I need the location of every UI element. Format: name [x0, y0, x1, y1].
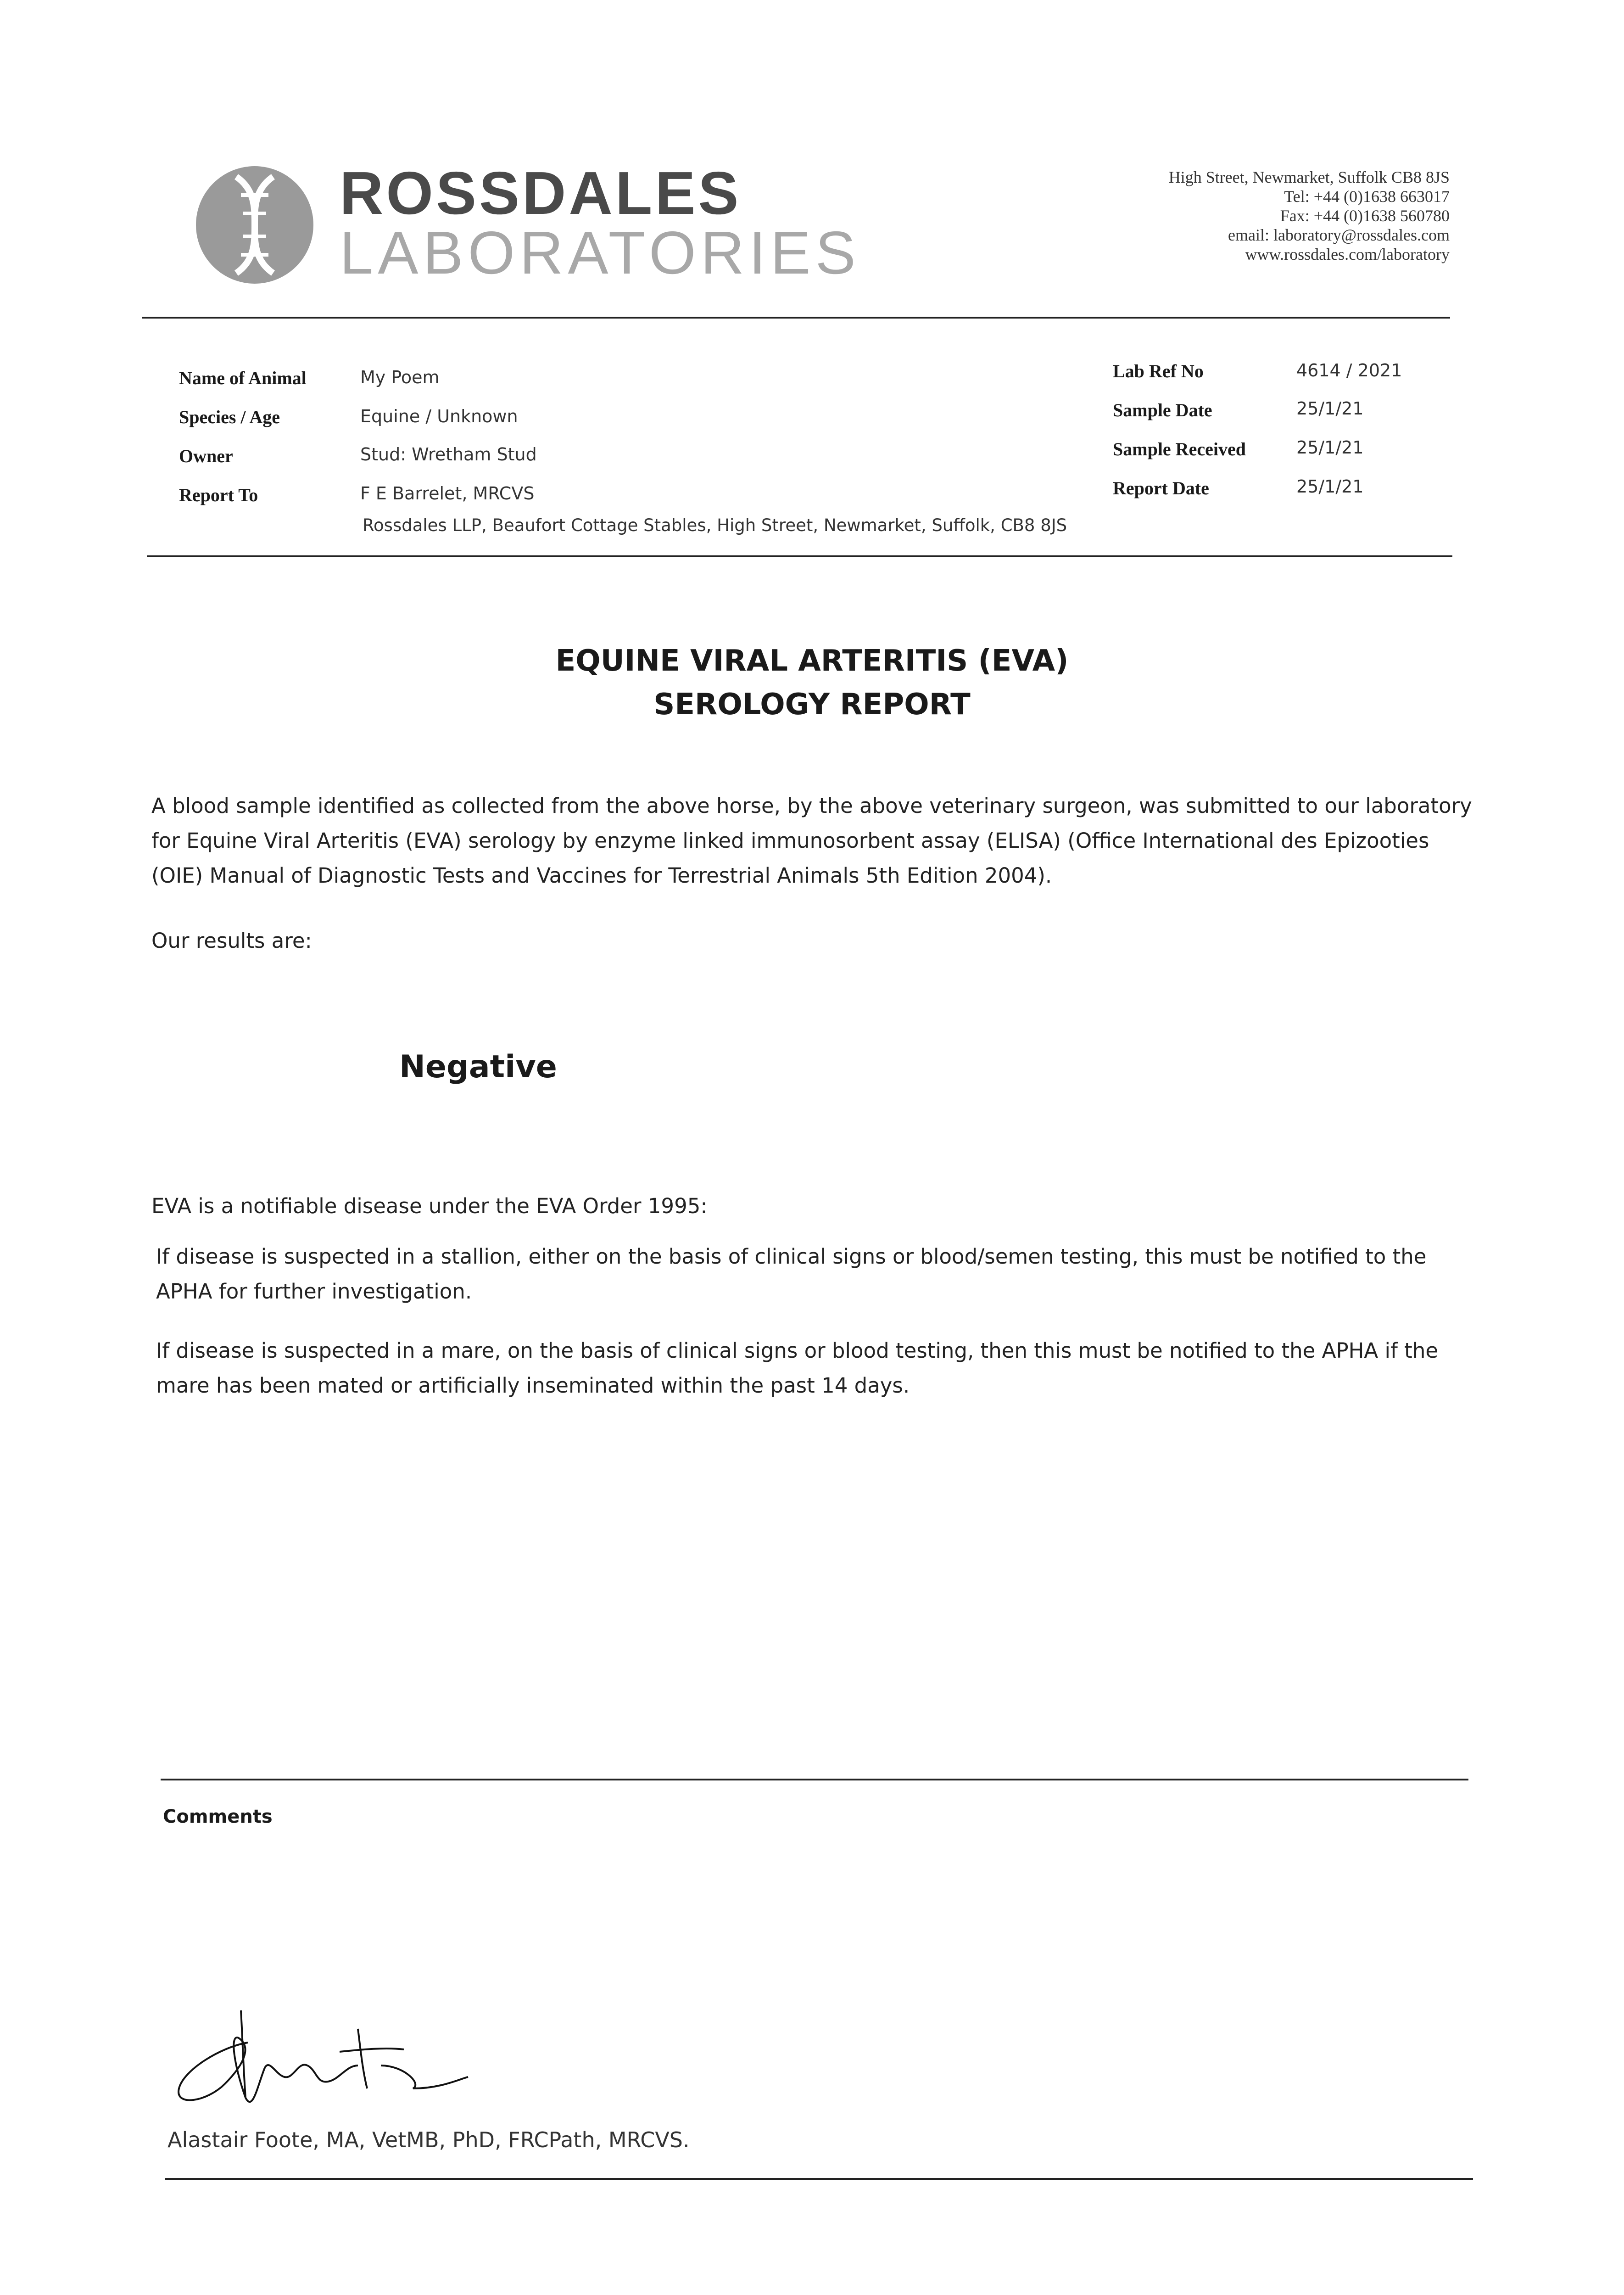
contact-web: www.rossdales.com/laboratory [1245, 245, 1450, 263]
brand-name: ROSSDALES [340, 159, 742, 227]
mare-note: If disease is suspected in a mare, on the basis of clinical signs or blood testing, then this must be notified to the APHA if the mare has been mated or artificially inseminated within the past 14 days. [156, 1338, 1439, 1398]
name-of-animal-label: Name of Animal [179, 368, 307, 388]
comments-label: Comments [163, 1806, 273, 1827]
contact-fax: Fax: +44 (0)1638 560780 [1280, 207, 1450, 225]
contact-tel: Tel: +44 (0)1638 663017 [1284, 187, 1450, 206]
report-date-value: 25/1/21 [1296, 476, 1364, 497]
sample-date-label: Sample Date [1113, 400, 1212, 420]
rossdales-logo-icon [193, 163, 317, 287]
intro-paragraph: A blood sample identified as collected from the above horse, by the above veterinary surgeon, was submitted to our laboratory for Equine Viral Arteritis (EVA) serology by enzyme linked immunosorbent assay (ELISA) (Office International des Epizooties (OIE) Manual of Diagnostic Tests and Vaccines for Terrestrial Animals 5th Edition 2004). [151, 794, 1472, 888]
lab-ref-label: Lab Ref No [1113, 361, 1204, 381]
report-to-value: F E Barrelet, MRCVS [360, 483, 535, 504]
footer-divider [165, 2178, 1473, 2180]
header-divider [142, 317, 1450, 319]
contact-address: High Street, Newmarket, Suffolk CB8 8JS [1168, 168, 1450, 186]
sample-received-label: Sample Received [1113, 439, 1246, 459]
species-age-value: Equine / Unknown [360, 406, 518, 426]
stallion-note: If disease is suspected in a stallion, either on the basis of clinical signs or blood/semen testing, this must be notified to the APHA for further investigation. [156, 1244, 1427, 1304]
details-divider [147, 555, 1452, 557]
contact-email: email: laboratory@rossdales.com [1228, 226, 1450, 244]
notifiable-note: EVA is a notifiable disease under the EVA Order 1995: [151, 1194, 708, 1218]
name-of-animal-value: My Poem [360, 367, 440, 387]
sample-date-value: 25/1/21 [1296, 398, 1364, 419]
signatory-name: Alastair Foote, MA, VetMB, PhD, FRCPath, MRCVS. [167, 2127, 690, 2152]
report-to-address: Rossdales LLP, Beaufort Cottage Stables, High Street, Newmarket, Suffolk, CB8 8JS [363, 515, 1067, 535]
report-to-label: Report To [179, 485, 258, 505]
report-title-line1: EQUINE VIRAL ARTERITIS (EVA) [555, 644, 1069, 678]
comments-divider [161, 1779, 1468, 1780]
report-title-line2: SEROLOGY REPORT [653, 688, 971, 722]
species-age-label: Species / Age [179, 407, 280, 427]
test-result: Negative [399, 1049, 557, 1085]
sample-received-value: 25/1/21 [1296, 437, 1364, 458]
report-date-label: Report Date [1113, 478, 1209, 498]
contact-block [1169, 168, 1450, 264]
results-intro: Our results are: [151, 929, 312, 953]
signature-image [165, 1997, 541, 2121]
owner-label: Owner [179, 446, 233, 466]
owner-value: Stud: Wretham Stud [360, 444, 537, 465]
brand-subtitle: LABORATORIES [340, 219, 860, 286]
lab-ref-value: 4614 / 2021 [1296, 360, 1402, 381]
